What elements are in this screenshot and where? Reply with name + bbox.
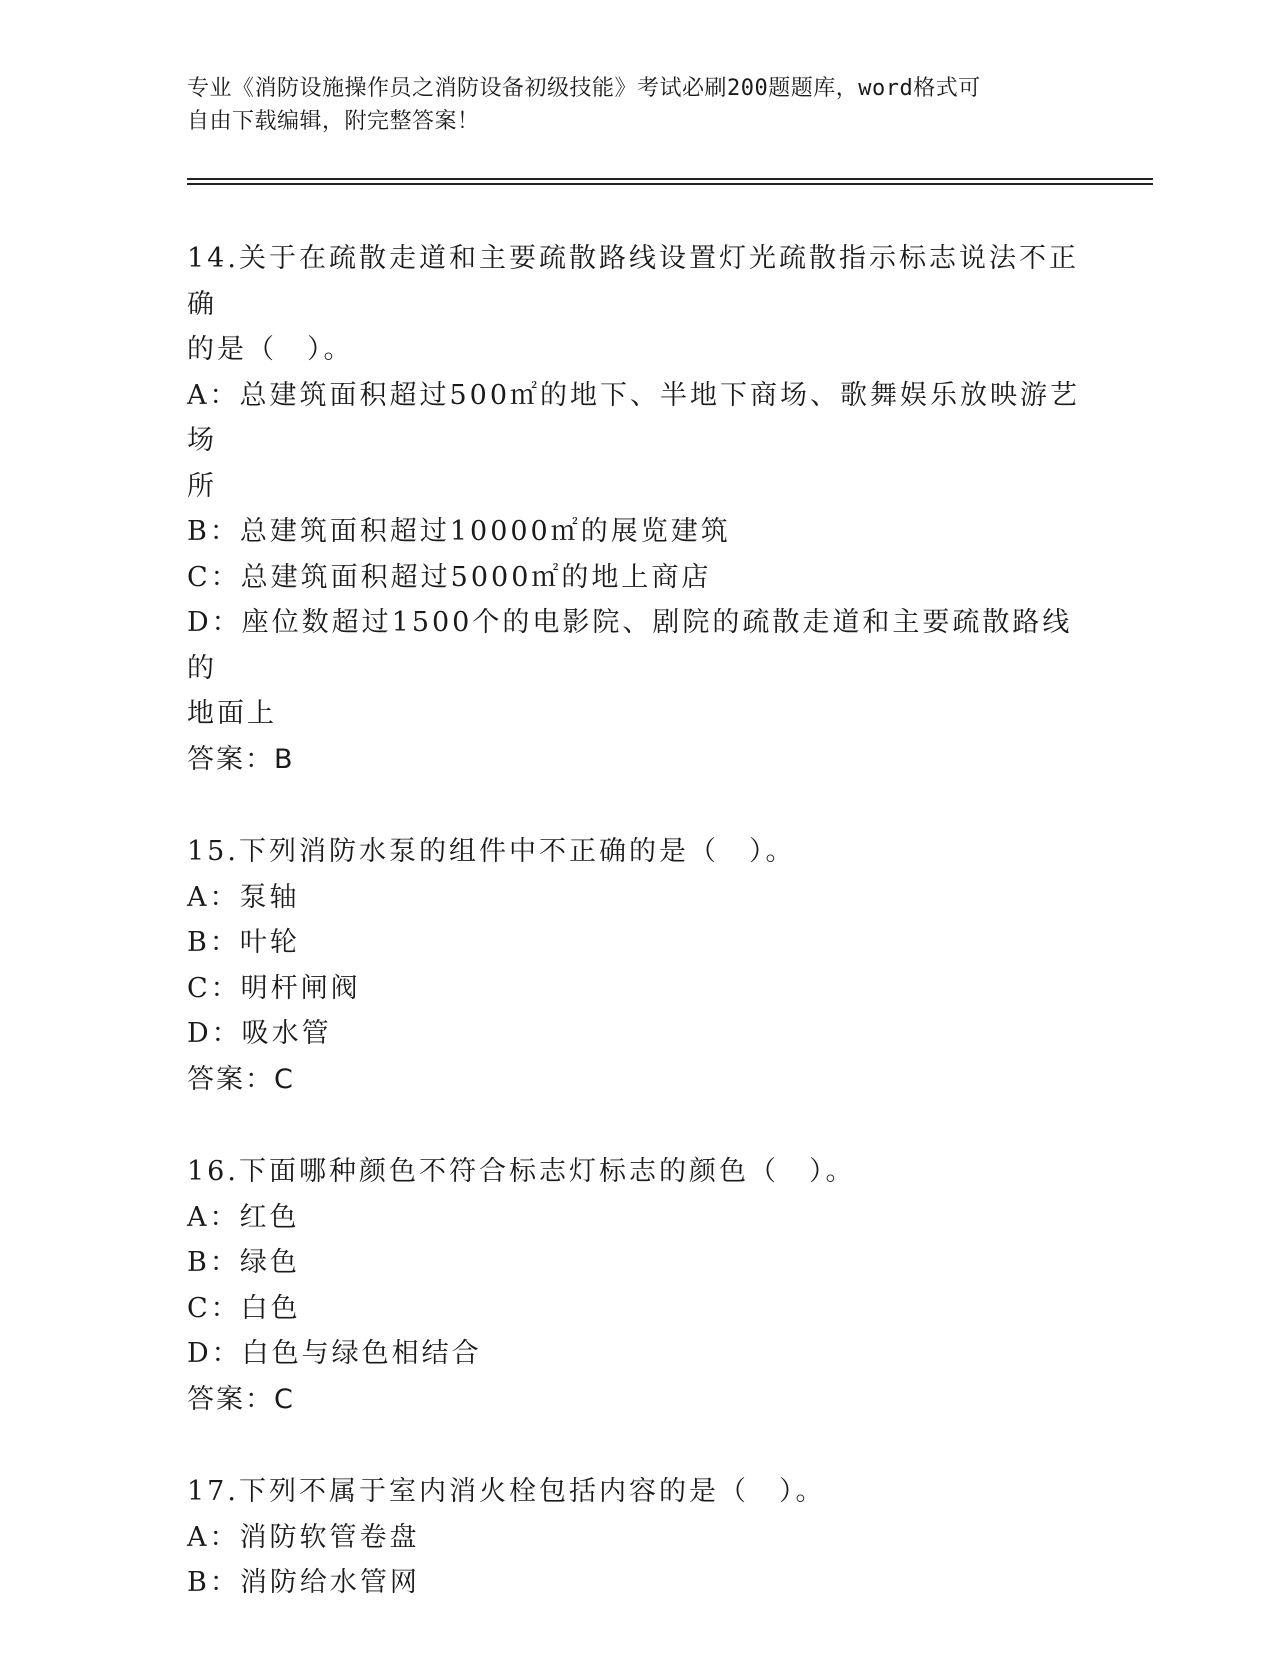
header-title-line-2: 自由下载编辑，附完整答案！ — [187, 109, 480, 134]
header-divider-top — [187, 178, 1153, 180]
option-a: A：总建筑面积超过500㎡的地下、半地下商场、歌舞娱乐放映游艺场 — [187, 379, 1081, 456]
question-stem: 14.关于在疏散走道和主要疏散路线设置灯光疏散指示标志说法不正确 — [187, 243, 1079, 320]
question-16 — [187, 1149, 1087, 1422]
option-b: B：消防给水管网 — [187, 1567, 420, 1598]
option-c: C：白色 — [187, 1292, 301, 1324]
option-a: A：泵轴 — [187, 881, 300, 913]
question-17 — [187, 1469, 1087, 1606]
document-header — [187, 72, 1087, 138]
question-list — [187, 236, 1087, 1653]
header-title-line-1: 专业《消防设施操作员之消防设备初级技能》考试必刷200题题库，word格式可 — [187, 76, 981, 101]
option-d: D：座位数超过1500个的电影院、剧院的疏散走道和主要疏散路线的 — [187, 607, 1073, 684]
question-stem: 17.下列不属于室内消火栓包括内容的是（ ）。 — [187, 1476, 826, 1507]
question-stem: 16.下面哪种颜色不符合标志灯标志的颜色（ ）。 — [187, 1156, 856, 1187]
option-a: A：消防软管卷盘 — [187, 1521, 420, 1553]
answer-label: 答案：B — [187, 743, 295, 775]
answer-label: 答案：C — [187, 1063, 295, 1095]
question-14 — [187, 236, 1087, 782]
option-d: D：吸水管 — [187, 1018, 332, 1049]
option-a-continued: 所 — [187, 470, 217, 502]
answer-label: 答案：C — [187, 1383, 295, 1415]
header-divider-bottom — [187, 183, 1153, 185]
option-c: C：总建筑面积超过5000㎡的地上商店 — [187, 561, 712, 593]
option-d: D：白色与绿色相结合 — [187, 1338, 482, 1369]
option-d-continued: 地面上 — [187, 698, 277, 729]
option-c: C：明杆闸阀 — [187, 972, 361, 1004]
option-a: A：红色 — [187, 1201, 300, 1233]
question-15 — [187, 829, 1087, 1102]
question-stem: 15.下列消防水泵的组件中不正确的是（ ）。 — [187, 836, 796, 867]
option-b: B：绿色 — [187, 1247, 300, 1278]
option-b: B：总建筑面积超过10000㎡的展览建筑 — [187, 516, 731, 547]
question-stem-continued: 的是（ ）。 — [187, 334, 354, 365]
option-b: B：叶轮 — [187, 927, 300, 958]
